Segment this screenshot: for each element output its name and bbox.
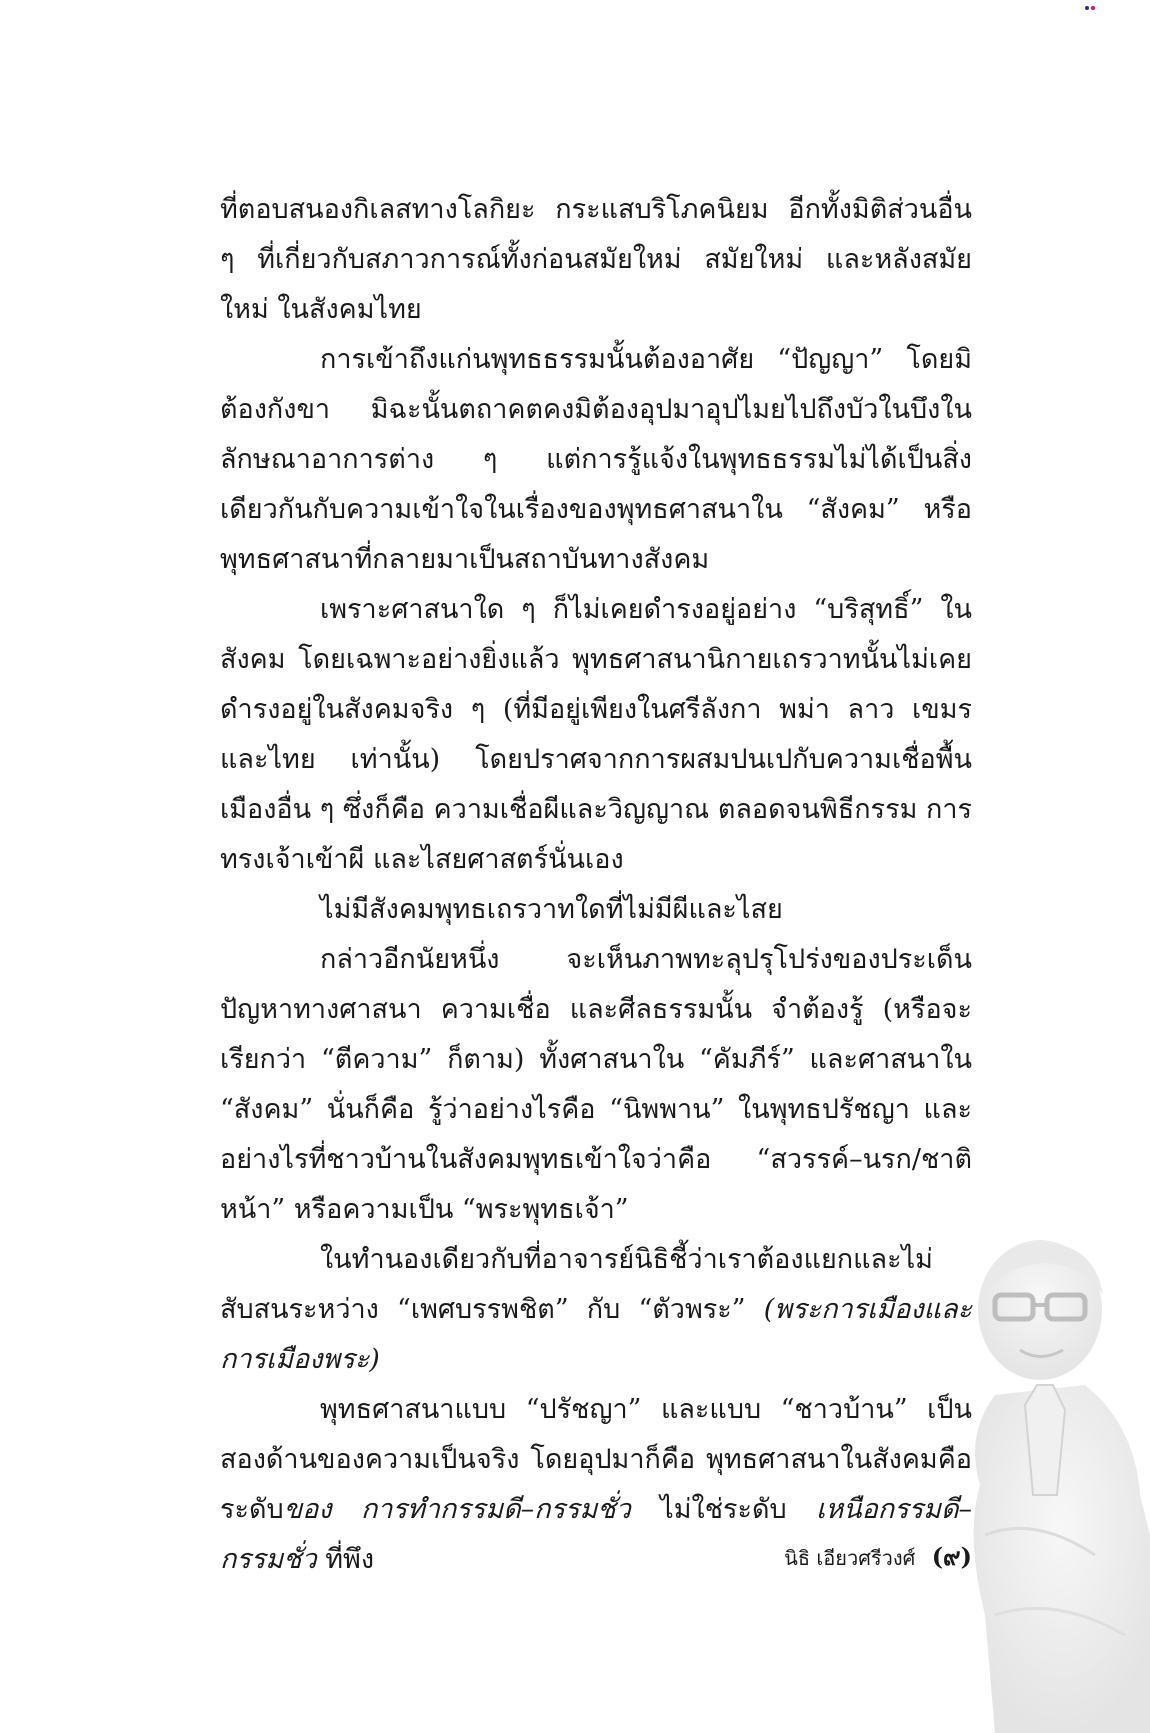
paragraph xyxy=(220,335,972,585)
italic-text: เหนือกรรมดี–กรรมชั่ว xyxy=(220,1494,972,1575)
author-name: นิธิ เอียวศรีวงศ์ xyxy=(784,1546,916,1570)
page-footer xyxy=(720,1542,972,1573)
text-run: กล่าวอีกนัยหนึ่ง จะเห็นภาพทะลุปรุโปร่งของประเด็นปัญหาทางศาสนา ความเชื่อ และศีลธรรมนั้น จำต้องรู้ (หรือจะเรียกว่า “ตีความ” ก็ตาม) ทั้งศาสนาใน “คัมภีร์” และศาสนาใน “สังคม” นั่นก็คือ รู้ว่าอย่างไรคือ “นิพพาน” ในพุทธปรัชญา และอย่างไรที่ชาวบ้านในสังคมพุทธเข้าใจว่าคือ “สวรรค์–นรก/ชาติหน้า” หรือความเป็น “พระพุทธเจ้า” xyxy=(220,944,972,1225)
text-run: เพราะศาสนาใด ๆ ก็ไม่เคยดำรงอยู่อย่าง “บริสุทธิ์” ในสังคม โดยเฉพาะอย่างยิ่งแล้ว พุทธศาสนานิกายเถรวาทนั้นไม่เคยดำรงอยู่ในสังคมจริง ๆ (ที่มีอยู่เพียงในศรีลังกา พม่า ลาว เขมร และไทย เท่านั้น) โดยปราศจากการผสมปนเปกับความเชื่อพื้นเมืองอื่น ๆ ซึ่งก็คือ ความเชื่อผีและวิญญาณ ตลอดจนพิธีกรรม การทรงเจ้าเข้าผี และไสยศาสตร์นั่นเอง xyxy=(220,594,972,875)
italic-text: (พระการเมืองและการเมืองพระ) xyxy=(220,1294,972,1375)
paragraph xyxy=(220,185,972,335)
paragraph xyxy=(220,1235,972,1385)
text-run: การเข้าถึงแก่นพุทธธรรมนั้นต้องอาศัย “ปัญญา” โดยมิต้องกังขา มิฉะนั้นตถาคตคงมิต้องอุปมาอุปไมยไปถึงบัวในบึงในลักษณาอาการต่าง ๆ แต่การรู้แจ้งในพุทธธรรมไม่ได้เป็นสิ่งเดียวกันกับความเข้าใจในเรื่องของพุทธศาสนาใน “สังคม” หรือพุทธศาสนาที่กลายมาเป็นสถาบันทางสังคม xyxy=(220,344,972,575)
text-run: พุทธศาสนาแบบ “ปรัชญา” และแบบ “ชาวบ้าน” เป็นสองด้านของความเป็นจริง โดยอุปมาก็คือ พุทธศาสนาในสังคมคือระดับ xyxy=(220,1394,972,1525)
magenta-dot xyxy=(1091,6,1095,10)
text-run: ในทำนองเดียวกับที่อาจารย์นิธิชี้ว่าเราต้องแยกและไม่สับสนระหว่าง “เพศบรรพชิต” กับ “ตัวพระ” xyxy=(220,1244,933,1325)
paragraph xyxy=(220,885,972,935)
text-run: ไม่มีสังคมพุทธเถรวาทใดที่ไม่มีผีและไสย xyxy=(320,894,783,925)
page-number: (๙) xyxy=(931,1542,972,1571)
text-run: ที่พึง xyxy=(316,1544,375,1575)
corner-dots xyxy=(1085,4,1101,12)
purple-dot xyxy=(1085,6,1089,10)
text-run: ที่ตอบสนองกิเลสทางโลกิยะ กระแสบริโภคนิยม อีกทั้งมิติส่วนอื่น ๆ ที่เกี่ยวกับสภาวการณ์ทั้งก่อนสมัยใหม่ สมัยใหม่ และหลังสมัยใหม่ ในสังคมไทย xyxy=(220,194,972,325)
italic-text: ของ การทำกรรมดี–กรรมชั่ว xyxy=(283,1494,631,1525)
paragraph xyxy=(220,585,972,885)
text-run: ไม่ใช่ระดับ xyxy=(630,1494,817,1525)
paragraph xyxy=(220,935,972,1235)
body-text xyxy=(220,185,972,1585)
